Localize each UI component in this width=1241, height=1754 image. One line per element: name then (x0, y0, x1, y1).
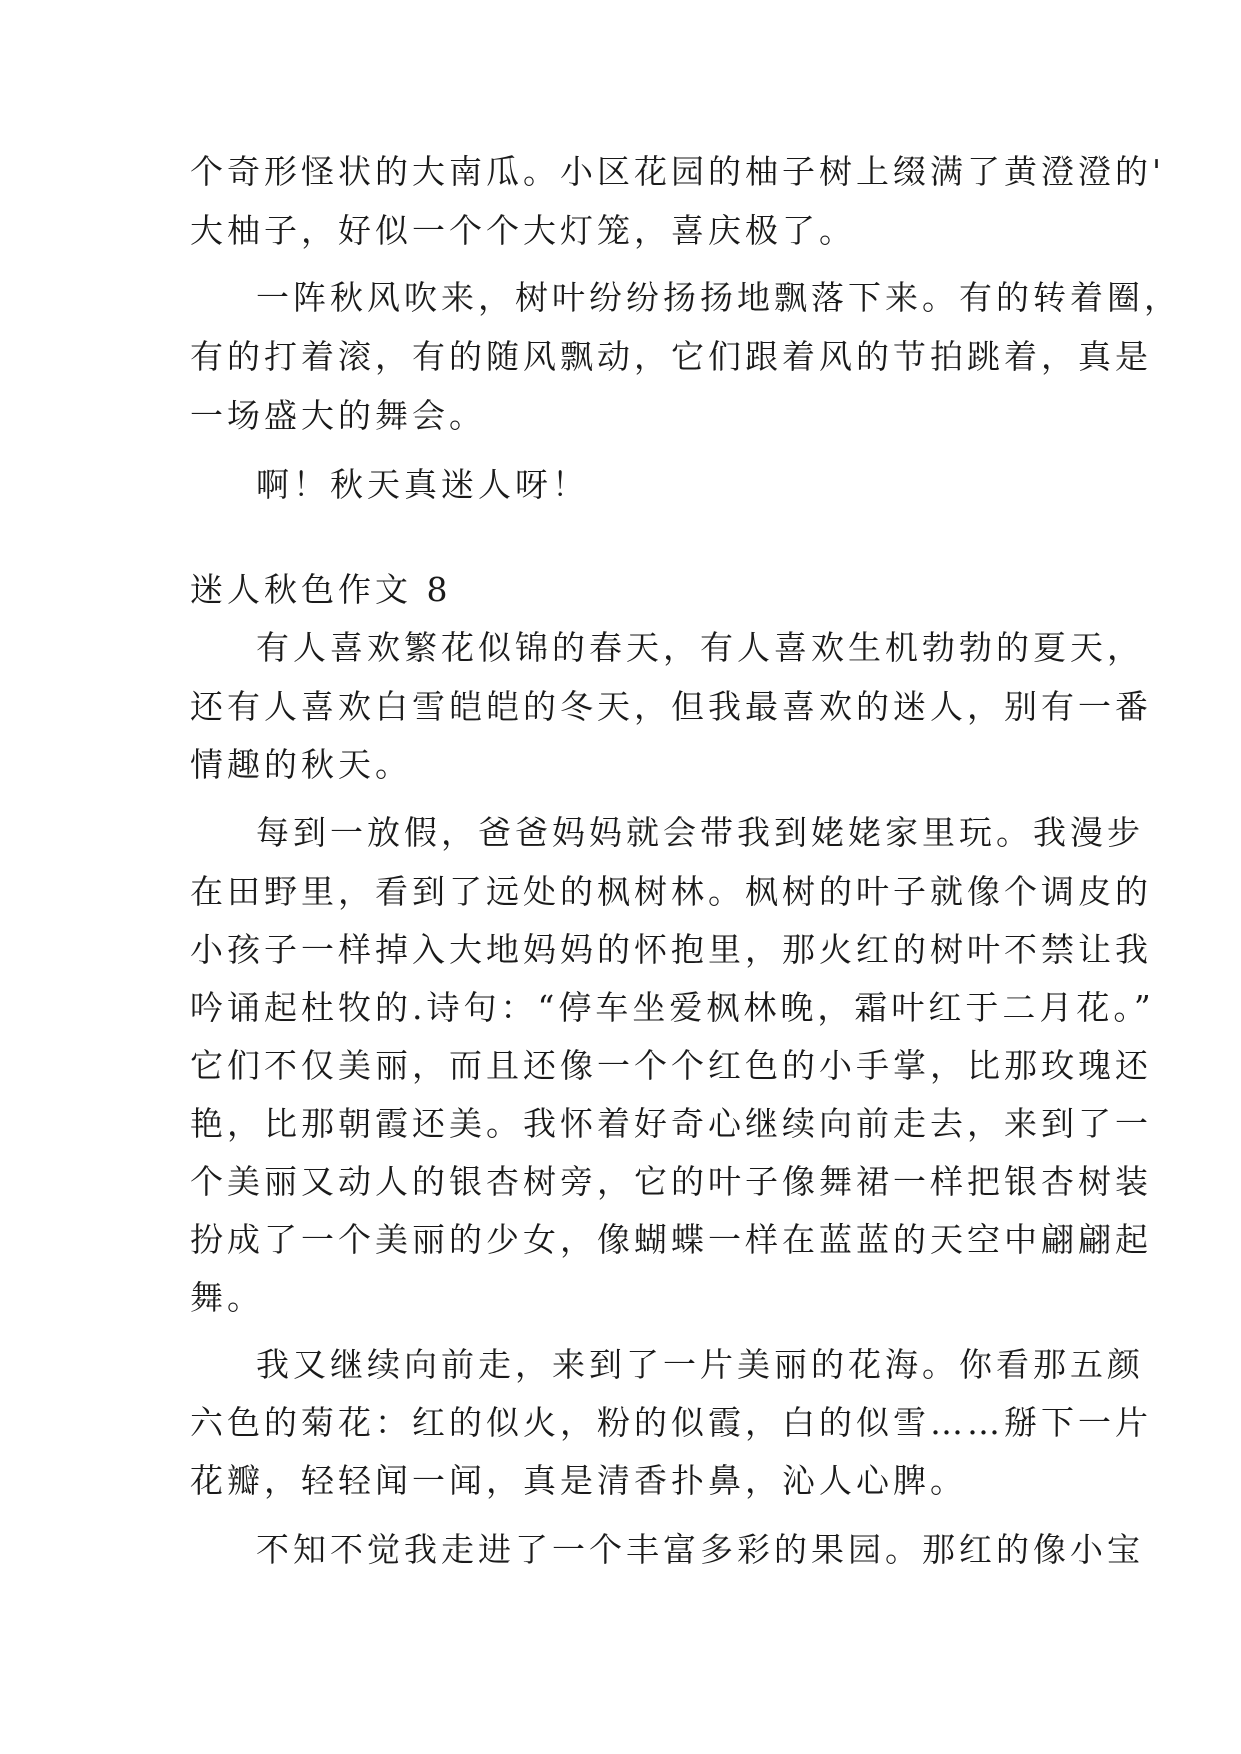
text-line: 花瓣，轻轻闻一闻，真是清香扑鼻，沁人心脾。 (190, 1461, 967, 1500)
text-line: 个美丽又动人的银杏树旁，它的叶子像舞裙一样把银杏树装 (190, 1162, 1152, 1201)
text-line: 扮成了一个美丽的少女，像蝴蝶一样在蓝蓝的天空中翩翩起 (190, 1220, 1152, 1259)
text-line: 一阵秋风吹来，树叶纷纷扬扬地飘落下来。有的转着圈， (256, 278, 1181, 317)
text-line: 一场盛大的舞会。 (190, 396, 486, 435)
text-line: 有的打着滚，有的随风飘动，它们跟着风的节拍跳着，真是 (190, 337, 1152, 376)
text-line: 舞。 (190, 1278, 264, 1317)
text-line: 还有人喜欢白雪皑皑的冬天，但我最喜欢的迷人，别有一番 (190, 687, 1152, 726)
text-line: 它们不仅美丽，而且还像一个个红色的小手掌，比那玫瑰还 (190, 1046, 1152, 1085)
text-line: 不知不觉我走进了一个丰富多彩的果园。那红的像小宝 (256, 1530, 1144, 1569)
text-line: 有人喜欢繁花似锦的春天，有人喜欢生机勃勃的夏天， (256, 628, 1144, 667)
text-line: 我又继续向前走，来到了一片美丽的花海。你看那五颜 (256, 1345, 1144, 1384)
text-line: 每到一放假，爸爸妈妈就会带我到姥姥家里玩。我漫步 (256, 813, 1144, 852)
text-line: 在田野里，看到了远处的枫树林。枫树的叶子就像个调皮的 (190, 872, 1152, 911)
text-line: 啊！秋天真迷人呀！ (256, 465, 589, 504)
text-line: 情趣的秋天。 (190, 745, 412, 784)
section-heading: 迷人秋色作文 8 (190, 570, 452, 609)
text-line: 艳，比那朝霞还美。我怀着好奇心继续向前走去，来到了一 (190, 1104, 1152, 1143)
text-line: 六色的菊花：红的似火，粉的似霞，白的似雪……掰下一片 (190, 1403, 1152, 1442)
text-line: 吟诵起杜牧的.诗句：“停车坐爱枫林晚，霜叶红于二月花。” (190, 988, 1155, 1027)
text-line: 大柚子，好似一个个大灯笼，喜庆极了。 (190, 211, 856, 250)
text-line: 个奇形怪状的大南瓜。小区花园的柚子树上缀满了黄澄澄的' (190, 152, 1166, 191)
text-line: 小孩子一样掉入大地妈妈的怀抱里，那火红的树叶不禁让我 (190, 930, 1152, 969)
